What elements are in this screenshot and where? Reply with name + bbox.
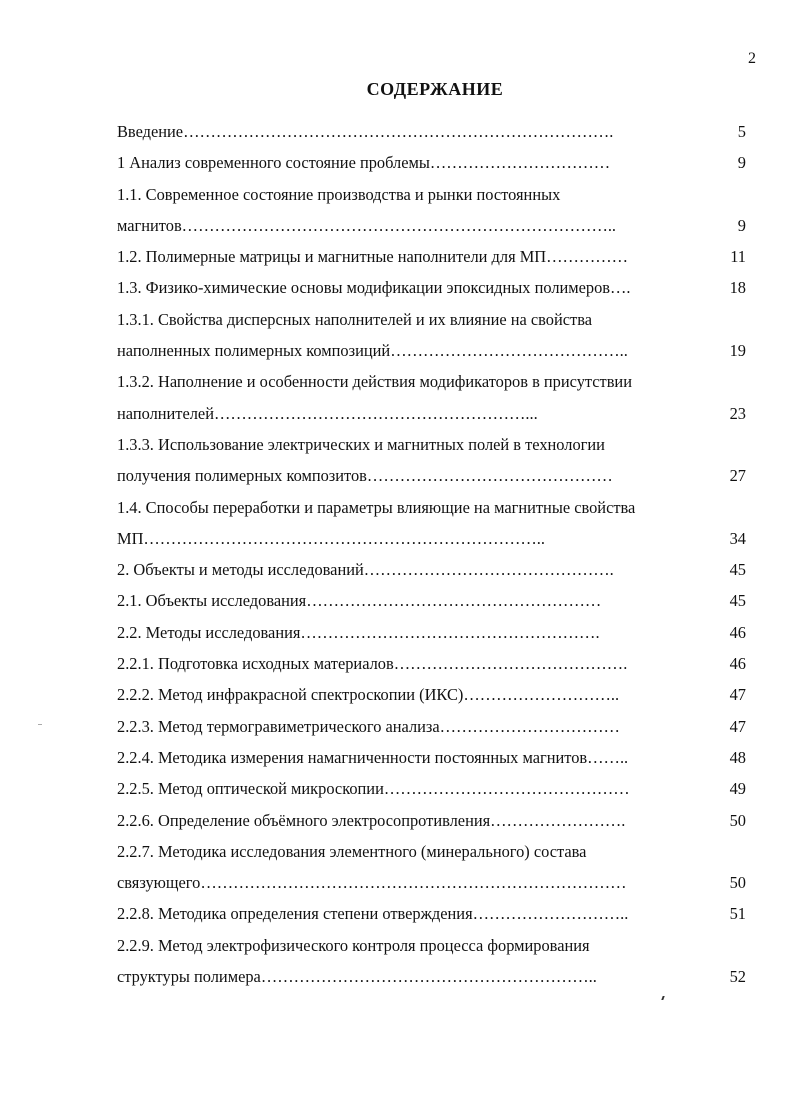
- toc-entry-text: структуры полимера……………………………………………………..: [117, 967, 597, 987]
- toc-entry: [117, 585, 757, 616]
- toc-entry-page: 9: [737, 215, 746, 235]
- toc-entry-page: 34: [729, 528, 746, 548]
- toc-entry-text: 1 Анализ современного состояние проблемы……………………………: [117, 153, 611, 173]
- toc-entry-page: 45: [729, 591, 746, 611]
- toc-entry-text: 1.1. Современное состояние производства и рынки постоянных: [117, 184, 561, 204]
- toc-entry: [117, 398, 757, 429]
- scan-mark: [661, 996, 664, 1000]
- toc-entry-text: 1.4. Способы переработки и параметры влияющие на магнитные свойства: [117, 497, 636, 517]
- toc-entry: [117, 179, 757, 210]
- toc-entry-page: 9: [737, 153, 746, 173]
- toc-entry-text: МП………………………………………………………………..: [117, 528, 545, 548]
- page-title: СОДЕРЖАНИЕ: [366, 79, 504, 99]
- toc-entry-page: 18: [729, 278, 746, 298]
- toc-entry-text: наполнителей…………………………………………………...: [117, 403, 538, 423]
- toc-entry-text: 1.3.2. Наполнение и особенности действия модификаторов в присутствии: [117, 372, 632, 392]
- toc-entry: [117, 523, 757, 554]
- toc-entry: [117, 617, 757, 648]
- toc-entry: [117, 366, 757, 397]
- toc-entry-text: магнитов……………………………………………………………………..: [117, 215, 617, 235]
- toc-entry-text: 2.2.2. Метод инфракрасной спектроскопии (ИКС)………………………..: [117, 685, 620, 705]
- toc-entry: [117, 272, 757, 303]
- toc-entry: [117, 147, 757, 178]
- toc-entry-page: 52: [729, 967, 746, 987]
- toc-entry: [117, 116, 757, 147]
- toc-entry: [117, 961, 757, 992]
- toc-entry: [117, 773, 757, 804]
- toc-entry: [117, 648, 757, 679]
- toc-entry: [117, 867, 757, 898]
- page-number: 2: [748, 50, 756, 67]
- toc-entry-text: наполненных полимерных композиций……………………………………..: [117, 341, 628, 361]
- toc-entry-text: связующего……………………………………………………………………: [117, 873, 627, 893]
- toc-entry-page: 47: [729, 685, 746, 705]
- toc-entry-page: 51: [729, 904, 746, 924]
- toc-entry-text: 2.2.7. Методика исследования элементного (минерального) состава: [117, 841, 587, 861]
- toc-entry-text: получения полимерных композитов………………………………………: [117, 466, 613, 486]
- toc-entry-text: 2.2.9. Метод электрофизического контроля процесса формирования: [117, 935, 590, 955]
- toc-entry: [117, 836, 757, 867]
- toc-entry-page: 23: [729, 403, 746, 423]
- toc-entry-page: 47: [729, 716, 746, 736]
- toc-entry-page: 5: [737, 122, 746, 141]
- toc-entry: [117, 898, 757, 929]
- toc-entry-text: 1.3. Физико-химические основы модификации эпоксидных полимеров….: [117, 278, 631, 298]
- table-of-contents: [117, 116, 757, 992]
- toc-entry: [117, 429, 757, 460]
- toc-entry: [117, 742, 757, 773]
- toc-entry-page: 11: [730, 247, 746, 267]
- toc-entry-page: 50: [729, 810, 746, 830]
- toc-entry-text: 2. Объекты и методы исследований……………………………………….: [117, 560, 614, 580]
- toc-entry: [117, 241, 757, 272]
- toc-entry: [117, 492, 757, 523]
- toc-entry-page: 48: [729, 747, 746, 767]
- toc-entry: [117, 930, 757, 961]
- toc-entry-text: 1.2. Полимерные матрицы и магнитные наполнители для МП……………: [117, 247, 629, 267]
- toc-entry: [117, 711, 757, 742]
- toc-entry-text: 2.2. Методы исследования……………………………………………….: [117, 622, 600, 642]
- toc-entry-text: 2.2.6. Определение объёмного электросопротивления…………………….: [117, 810, 626, 830]
- toc-entry-text: 2.2.8. Методика определения степени отверждения………………………..: [117, 904, 629, 924]
- toc-entry-text: 1.3.3. Использование электрических и магнитных полей в технологии: [117, 434, 605, 454]
- toc-entry-page: 19: [729, 341, 746, 361]
- toc-entry: [117, 304, 757, 335]
- toc-entry-page: 45: [729, 560, 746, 580]
- toc-entry: [117, 460, 757, 491]
- toc-entry: [117, 805, 757, 836]
- scan-mark: [38, 724, 42, 725]
- toc-entry: [117, 554, 757, 585]
- toc-entry-page: 49: [729, 779, 746, 799]
- toc-entry-text: 2.2.4. Методика измерения намагниченности постоянных магнитов……..: [117, 747, 629, 767]
- toc-entry-page: 27: [729, 466, 746, 486]
- toc-entry-page: 46: [729, 654, 746, 674]
- toc-entry-text: 2.2.5. Метод оптической микроскопии………………………………………: [117, 779, 630, 799]
- toc-entry: [117, 210, 757, 241]
- toc-entry-text: 1.3.1. Свойства дисперсных наполнителей и их влияние на свойства: [117, 309, 592, 329]
- toc-entry: [117, 335, 757, 366]
- toc-entry-text: 2.2.1. Подготовка исходных материалов…………………………………….: [117, 654, 628, 674]
- toc-entry-page: 46: [729, 622, 746, 642]
- toc-entry: [117, 679, 757, 710]
- toc-entry-text: 2.2.3. Метод термогравиметрического анализа……………………………: [117, 716, 620, 736]
- toc-entry-text: 2.1. Объекты исследования………………………………………………: [117, 591, 602, 611]
- toc-entry-text: Введение…………………………………………………………………….: [117, 122, 614, 141]
- toc-entry-page: 50: [729, 873, 746, 893]
